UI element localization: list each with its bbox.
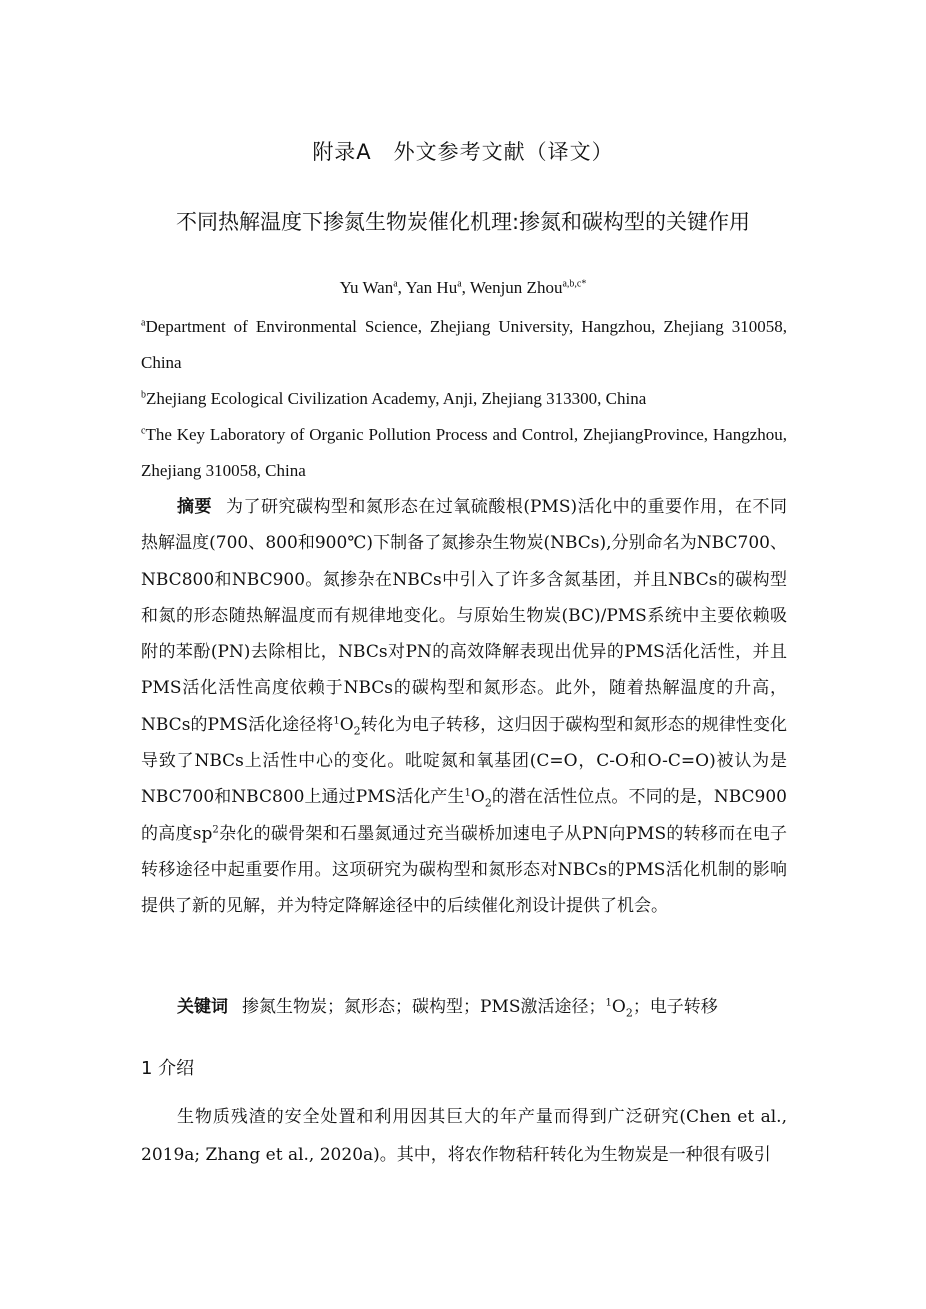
paper-title: 不同热解温度下掺氮生物炭催化机理:掺氮和碳构型的关键作用 — [175, 210, 751, 234]
abstract-text: 为了研究碳构型和氮形态在过氧硫酸根(PMS)活化中的重要作用，在不同热解温度(700、800和900℃)下制备了氮掺杂生物炭(NBCs),分别命名为NBC700、NBC800和NBC900。氮掺杂在NBCs中引入了许多含氮基团，并且NBCs的碳构型和氮的形态随热解温度而有规律地变化。与原始生物炭(BC)/PMS系统中主要依赖吸附的苯酚(PN)去除相比，NBCs对PN的高效降解表现出优异的PMS活化活性，并且PMS活化活性高度依赖于NBCs的碳构型和氮形态。此外，随着热解温度的升高，NBCs的PMS活化途径将$^1O_2$转化为电子转移，这归因于碳构型和氮形态的规律性变化导致了NBCs上活性中心的变化。吡啶氮和氧基团(C=O，C-O和O-C=O)被认为是NBC700和NBC800上通过PMS活化产生$^1O_2$的潜在活性位点。不同的是，NBC900的高度$sp^2$杂化的碳骨架和石墨氮通过充当碳桥加速电子从PN向PMS的转移而在电子转移途径中起重要作用。这项研究为碳构型和氮形态对NBCs的PMS活化机制的影响提供了新的见解，并为特定降解途径中的后续催化剂设计提供了机会。 — [141, 497, 788, 917]
affiliation-b — [141, 381, 787, 417]
abstract — [141, 489, 787, 925]
author-name: Yan Hu — [405, 278, 458, 297]
appendix-heading: 附录A 外文参考文献（译文） — [312, 140, 614, 164]
keywords — [177, 992, 787, 1020]
affiliation-a — [141, 309, 787, 381]
intro-paragraph: 生物质残渣的安全处置和利用因其巨大的年产量而得到广泛研究(Chen et al., 2019a; Zhang et al., 2020a)。其中，将农作物秸秆转化为生物炭是一种很有吸引 — [141, 1107, 787, 1165]
author-affiliation-mark: a — [393, 278, 398, 290]
author-name: Yu Wan — [339, 278, 394, 297]
affiliation-text: The Key Laboratory of Organic Pollution Process and Control, ZhejiangProvince, Hangzhou, Zhejiang 310058, China — [141, 425, 787, 480]
affiliation-mark: a — [141, 317, 146, 329]
keywords-label: 关键词 — [177, 997, 228, 1017]
author-name: Wenjun Zhou — [469, 278, 563, 297]
affiliation-text: Zhejiang Ecological Civilization Academy, Anji, Zhejiang 313300, China — [146, 389, 647, 408]
keywords-text: 掺氮生物炭；氮形态；碳构型；PMS激活途径；$^1O_2$；电子转移 — [242, 997, 718, 1020]
author-list: Yu Wan$^a$, Yan Hu$^a$, Wenjun Zhou$^{a,b,c*}$ — [339, 278, 587, 297]
affiliation-mark: c — [141, 425, 146, 437]
author-affiliation-mark: a — [457, 278, 462, 290]
affiliation-c — [141, 417, 787, 489]
section-heading: 1 介绍 — [141, 1058, 195, 1079]
abstract-label: 摘要 — [177, 497, 212, 517]
affiliation-text: Department of Environmental Science, Zhejiang University, Hangzhou, Zhejiang 310058, China — [141, 317, 787, 372]
author-affiliation-mark: a,b,c* — [562, 278, 587, 290]
affiliation-mark: b — [141, 389, 146, 401]
